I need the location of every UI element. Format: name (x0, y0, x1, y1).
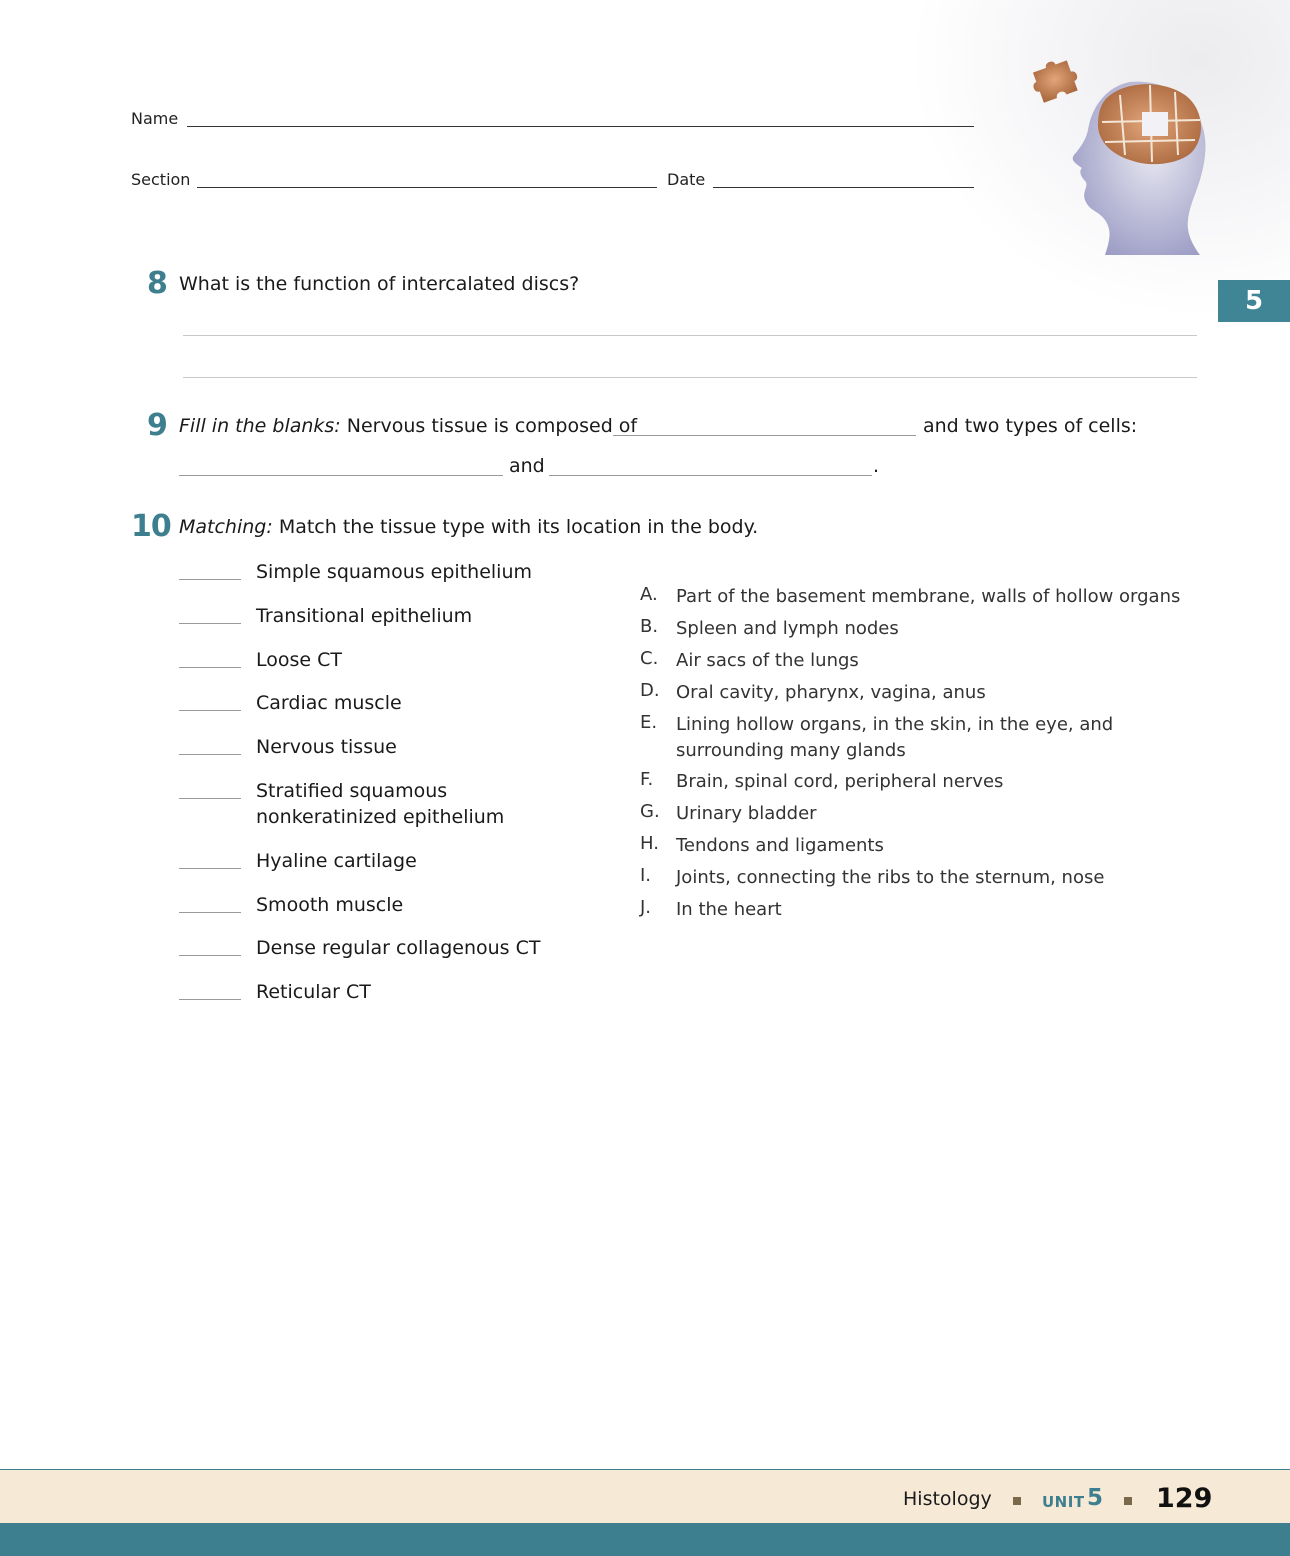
blank-composed-of[interactable] (613, 435, 916, 436)
q9-text-2: and two types of cells: (923, 415, 1138, 437)
blank-cell-type-1[interactable] (179, 475, 503, 476)
tissue-item: Dense regular collagenous CT (256, 937, 541, 959)
tissue-item: Transitional epithelium (256, 605, 473, 627)
question-9-line-1 (179, 415, 637, 437)
option-letter: B. (640, 616, 659, 637)
option-text: Oral cavity, pharynx, vagina, anus (676, 682, 986, 703)
answer-line-1[interactable] (183, 335, 1197, 336)
tissue-item (256, 778, 504, 830)
option-letter: D. (640, 680, 660, 701)
question-8-text: What is the function of intercalated discs? (179, 273, 580, 295)
tissue-item: Simple squamous epithelium (256, 561, 532, 583)
option-text: Part of the basement membrane, walls of hollow organs (676, 586, 1181, 607)
question-8-number: 8 (147, 266, 167, 301)
tissue-item-line: nonkeratinized epithelium (256, 806, 505, 828)
option-letter: F. (640, 769, 654, 790)
option-letter: G. (640, 801, 660, 822)
tissue-item: Smooth muscle (256, 894, 404, 916)
date-label: Date (667, 170, 706, 189)
footer-unit-word: UNIT (1042, 1493, 1085, 1511)
q9-period: . (873, 455, 880, 477)
option-letter: J. (640, 897, 652, 918)
matching-lead: Matching: (179, 516, 273, 538)
tissue-item: Hyaline cartilage (256, 850, 417, 872)
section-label: Section (131, 170, 191, 189)
name-label: Name (131, 109, 179, 128)
option-text: Lining hollow organs, in the skin, in the eye, and surrounding many glands (676, 714, 1114, 761)
tissue-item: Reticular CT (256, 981, 371, 1003)
footer-unit-number: 5 (1087, 1485, 1104, 1511)
name-input-line[interactable] (187, 126, 974, 127)
answer-line-2[interactable] (183, 377, 1197, 378)
question-10-text (179, 516, 758, 538)
fill-in-lead: Fill in the blanks: (179, 415, 341, 437)
page-number: 129 (1156, 1483, 1213, 1514)
match-blank-2[interactable] (179, 623, 241, 624)
match-blank-1[interactable] (179, 579, 241, 580)
tissue-item: Nervous tissue (256, 736, 397, 758)
option-text: Brain, spinal cord, peripheral nerves (676, 771, 1004, 792)
blank-cell-type-2[interactable] (549, 475, 872, 476)
option-letter: A. (640, 584, 658, 605)
option-letter: C. (640, 648, 659, 669)
match-blank-9[interactable] (179, 955, 241, 956)
tissue-item: Loose CT (256, 649, 343, 671)
date-input-line[interactable] (713, 187, 974, 188)
option-text: Joints, connecting the ribs to the sternum, nose (676, 867, 1105, 888)
option-text: Air sacs of the lungs (676, 650, 859, 671)
option-letter: E. (640, 712, 658, 733)
option-letter: H. (640, 833, 659, 854)
match-blank-3[interactable] (179, 667, 241, 668)
match-blank-6[interactable] (179, 798, 241, 799)
tissue-item: Cardiac muscle (256, 692, 402, 714)
q9-text-3: and (509, 455, 545, 477)
option-letter: I. (640, 865, 652, 886)
head-puzzle-brain-icon (1010, 60, 1220, 255)
match-blank-7[interactable] (179, 868, 241, 869)
footer-bottom-bar (0, 1523, 1290, 1556)
footer-bullet-icon (1013, 1497, 1021, 1505)
q10-instructions: Match the tissue type with its location in the body. (278, 516, 759, 538)
option-text: In the heart (676, 899, 782, 920)
option-text: Tendons and ligaments (676, 835, 884, 856)
footer-bullet-icon (1124, 1497, 1132, 1505)
match-blank-5[interactable] (179, 754, 241, 755)
tissue-item-line: Stratified squamous (256, 780, 448, 802)
question-10-number: 10 (131, 509, 171, 544)
option-text: Urinary bladder (676, 803, 817, 824)
match-blank-10[interactable] (179, 999, 241, 1000)
match-blank-4[interactable] (179, 710, 241, 711)
footer-subject: Histology (903, 1488, 992, 1510)
section-input-line[interactable] (197, 187, 657, 188)
option-text: Spleen and lymph nodes (676, 618, 899, 639)
chapter-tab: 5 (1218, 280, 1290, 322)
q9-text-1: Nervous tissue is composed of (346, 415, 638, 437)
question-9-number: 9 (147, 408, 167, 443)
match-blank-8[interactable] (179, 912, 241, 913)
